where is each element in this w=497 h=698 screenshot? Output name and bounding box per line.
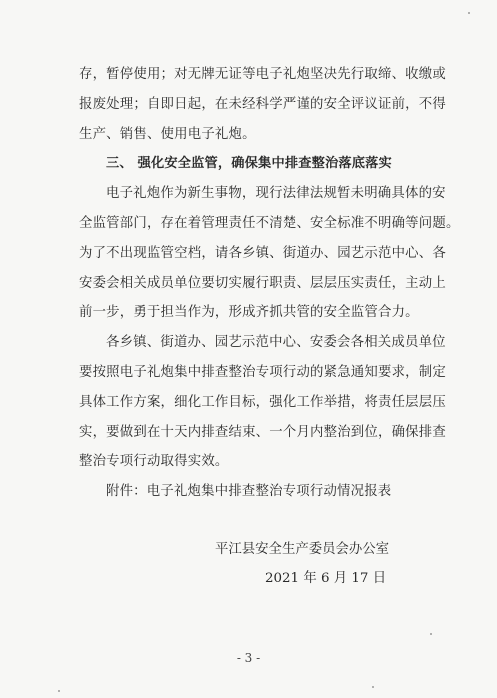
paragraph-line: 整治专项行动取得实效。 xyxy=(79,454,229,469)
paragraph-line: 安委会相关成员单位要切实履行职责、层层压实责任，主动上 xyxy=(79,276,446,291)
paragraph-line: 为了不出现监管空档，请各乡镇、街道办、园艺示范中心、各 xyxy=(79,246,446,261)
issue-date: 2021 年 6 月 17 日 xyxy=(265,571,387,586)
paragraph-line: 各乡镇、街道办、园艺示范中心、安委会各相关成员单位 xyxy=(106,335,446,350)
paragraph-line: 电子礼炮作为新生事物，现行法律法规暂未明确具体的安 xyxy=(106,186,446,201)
paragraph-line: 生产、销售、使用电子礼炮。 xyxy=(79,127,256,142)
paragraph-line: 报废处理；自即日起，在未经科学严谨的安全评议证前，不得 xyxy=(79,97,446,112)
scan-speck xyxy=(430,633,432,635)
paragraph-line: 前一步，勇于担当作为，形成齐抓共管的安全监管合力。 xyxy=(79,305,419,320)
section-heading: 三、 强化安全监管，确保集中排查整治落底落实 xyxy=(106,156,392,171)
paragraph-line: 具体工作方案，细化工作目标，强化工作举措，将责任层层压 xyxy=(79,395,446,410)
paragraph-line: 实，要做到在十天内排查结束、一个月内整治到位，确保排查 xyxy=(79,425,446,440)
scan-speck xyxy=(372,686,374,688)
paragraph-line: 要按照电子礼炮集中排查整治专项行动的紧急通知要求，制定 xyxy=(79,365,446,380)
paragraph-line: 存，暂停使用；对无牌无证等电子礼炮坚决先行取缔、收缴或 xyxy=(79,67,446,82)
attachment-note: 附件：电子礼炮集中排查整治专项行动情况报表 xyxy=(106,484,392,499)
scan-speck xyxy=(58,690,60,692)
scan-speck xyxy=(468,12,470,14)
issuing-office: 平江县安全生产委员会办公室 xyxy=(215,542,390,557)
page-number: - 3 - xyxy=(236,651,261,665)
paragraph-line: 全监管部门，存在着管理责任不清楚、安全标准不明确等问题。 xyxy=(79,216,460,231)
